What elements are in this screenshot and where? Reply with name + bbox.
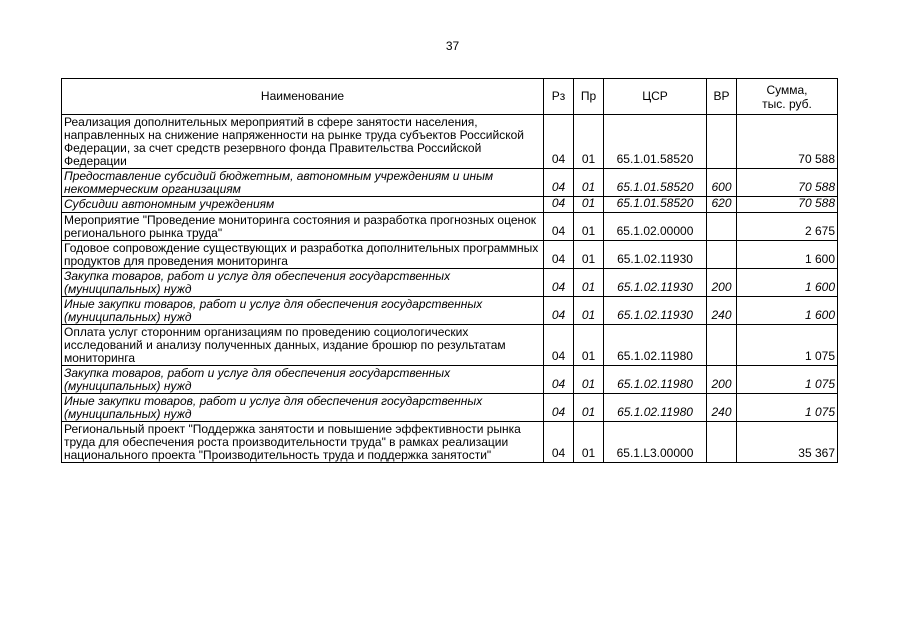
table-header-row (62, 79, 838, 115)
cell-sum: 35 367 (737, 422, 838, 463)
cell-name: Годовое сопровождение существующих и разработка дополнительных программных продуктов для проведения мониторинга (62, 241, 544, 269)
header-pr: Пр (574, 79, 604, 115)
header-sum (737, 79, 838, 115)
cell-vr (707, 325, 737, 366)
cell-rz: 04 (544, 213, 574, 241)
cell-vr (707, 115, 737, 169)
table-row (62, 169, 838, 197)
cell-pr: 01 (574, 213, 604, 241)
table-row (62, 394, 838, 422)
cell-rz: 04 (544, 115, 574, 169)
cell-rz: 04 (544, 422, 574, 463)
cell-vr (707, 213, 737, 241)
cell-csr: 65.1.02.00000 (604, 213, 707, 241)
header-vr: ВР (707, 79, 737, 115)
header-csr: ЦСР (604, 79, 707, 115)
cell-rz: 04 (544, 197, 574, 213)
budget-table (61, 78, 838, 463)
cell-csr: 65.1.01.58520 (604, 115, 707, 169)
cell-pr: 01 (574, 241, 604, 269)
cell-vr: 240 (707, 297, 737, 325)
cell-sum: 1 075 (737, 394, 838, 422)
cell-pr: 01 (574, 394, 604, 422)
cell-rz: 04 (544, 297, 574, 325)
cell-csr: 65.1.02.11980 (604, 394, 707, 422)
cell-name: Мероприятие "Проведение мониторинга состояния и разработка прогнозных оценок регионального рынка труда" (62, 213, 544, 241)
cell-pr: 01 (574, 169, 604, 197)
cell-name: Региональный проект "Поддержка занятости и повышение эффективности рынка труда для обеспечения роста производительности труда" в рамках реализации национального проекта "Производительность труда и поддержка занятости" (62, 422, 544, 463)
cell-vr: 200 (707, 366, 737, 394)
table-row (62, 297, 838, 325)
table-row (62, 197, 838, 213)
cell-name: Субсидии автономным учреждениям (62, 197, 544, 213)
cell-vr (707, 422, 737, 463)
cell-pr: 01 (574, 422, 604, 463)
cell-rz: 04 (544, 269, 574, 297)
cell-rz: 04 (544, 241, 574, 269)
cell-rz: 04 (544, 394, 574, 422)
cell-vr (707, 241, 737, 269)
cell-pr: 01 (574, 197, 604, 213)
cell-csr: 65.1.02.11930 (604, 269, 707, 297)
cell-name: Закупка товаров, работ и услуг для обеспечения государственных (муниципальных) нужд (62, 366, 544, 394)
cell-pr: 01 (574, 366, 604, 394)
cell-rz: 04 (544, 325, 574, 366)
cell-sum: 70 588 (737, 169, 838, 197)
cell-csr: 65.1.02.11930 (604, 297, 707, 325)
cell-pr: 01 (574, 325, 604, 366)
table-row (62, 269, 838, 297)
table-row (62, 241, 838, 269)
header-name: Наименование (62, 79, 544, 115)
cell-vr: 200 (707, 269, 737, 297)
table-row (62, 366, 838, 394)
cell-sum: 1 600 (737, 269, 838, 297)
table-row (62, 115, 838, 169)
cell-pr: 01 (574, 115, 604, 169)
cell-vr: 620 (707, 197, 737, 213)
cell-pr: 01 (574, 269, 604, 297)
cell-csr: 65.1.02.11980 (604, 325, 707, 366)
cell-sum: 2 675 (737, 213, 838, 241)
cell-rz: 04 (544, 169, 574, 197)
cell-sum: 1 075 (737, 325, 838, 366)
cell-name: Иные закупки товаров, работ и услуг для обеспечения государственных (муниципальных) нужд (62, 297, 544, 325)
cell-name: Реализация дополнительных мероприятий в сфере занятости населения, направленных на снижение напряженности на рынке труда субъектов Российской Федерации, за счет средств резервного фонда Правительства Российской Федерации (62, 115, 544, 169)
cell-sum: 1 600 (737, 297, 838, 325)
cell-rz: 04 (544, 366, 574, 394)
table-row (62, 422, 838, 463)
table-row (62, 325, 838, 366)
cell-csr: 65.1.01.58520 (604, 169, 707, 197)
cell-name: Иные закупки товаров, работ и услуг для обеспечения государственных (муниципальных) нужд (62, 394, 544, 422)
cell-sum: 70 588 (737, 197, 838, 213)
cell-sum: 1 075 (737, 366, 838, 394)
cell-vr: 240 (707, 394, 737, 422)
cell-csr: 65.1.02.11980 (604, 366, 707, 394)
header-sum-line1: Сумма, (766, 82, 808, 97)
page-number: 37 (445, 39, 460, 53)
header-rz: Рз (544, 79, 574, 115)
cell-name: Предоставление субсидий бюджетным, автономным учреждениям и иным некоммерческим организациям (62, 169, 544, 197)
cell-name: Оплата услуг сторонним организациям по проведению социологических исследований и анализу полученных данных, издание брошюр по результатам мониторинга (62, 325, 544, 366)
cell-csr: 65.1.01.58520 (604, 197, 707, 213)
header-sum-line2: тыс. руб. (762, 96, 812, 111)
cell-vr: 600 (707, 169, 737, 197)
cell-name: Закупка товаров, работ и услуг для обеспечения государственных (муниципальных) нужд (62, 269, 544, 297)
cell-sum: 1 600 (737, 241, 838, 269)
table-row (62, 213, 838, 241)
cell-sum: 70 588 (737, 115, 838, 169)
cell-pr: 01 (574, 297, 604, 325)
cell-csr: 65.1.02.11930 (604, 241, 707, 269)
cell-csr: 65.1.L3.00000 (604, 422, 707, 463)
